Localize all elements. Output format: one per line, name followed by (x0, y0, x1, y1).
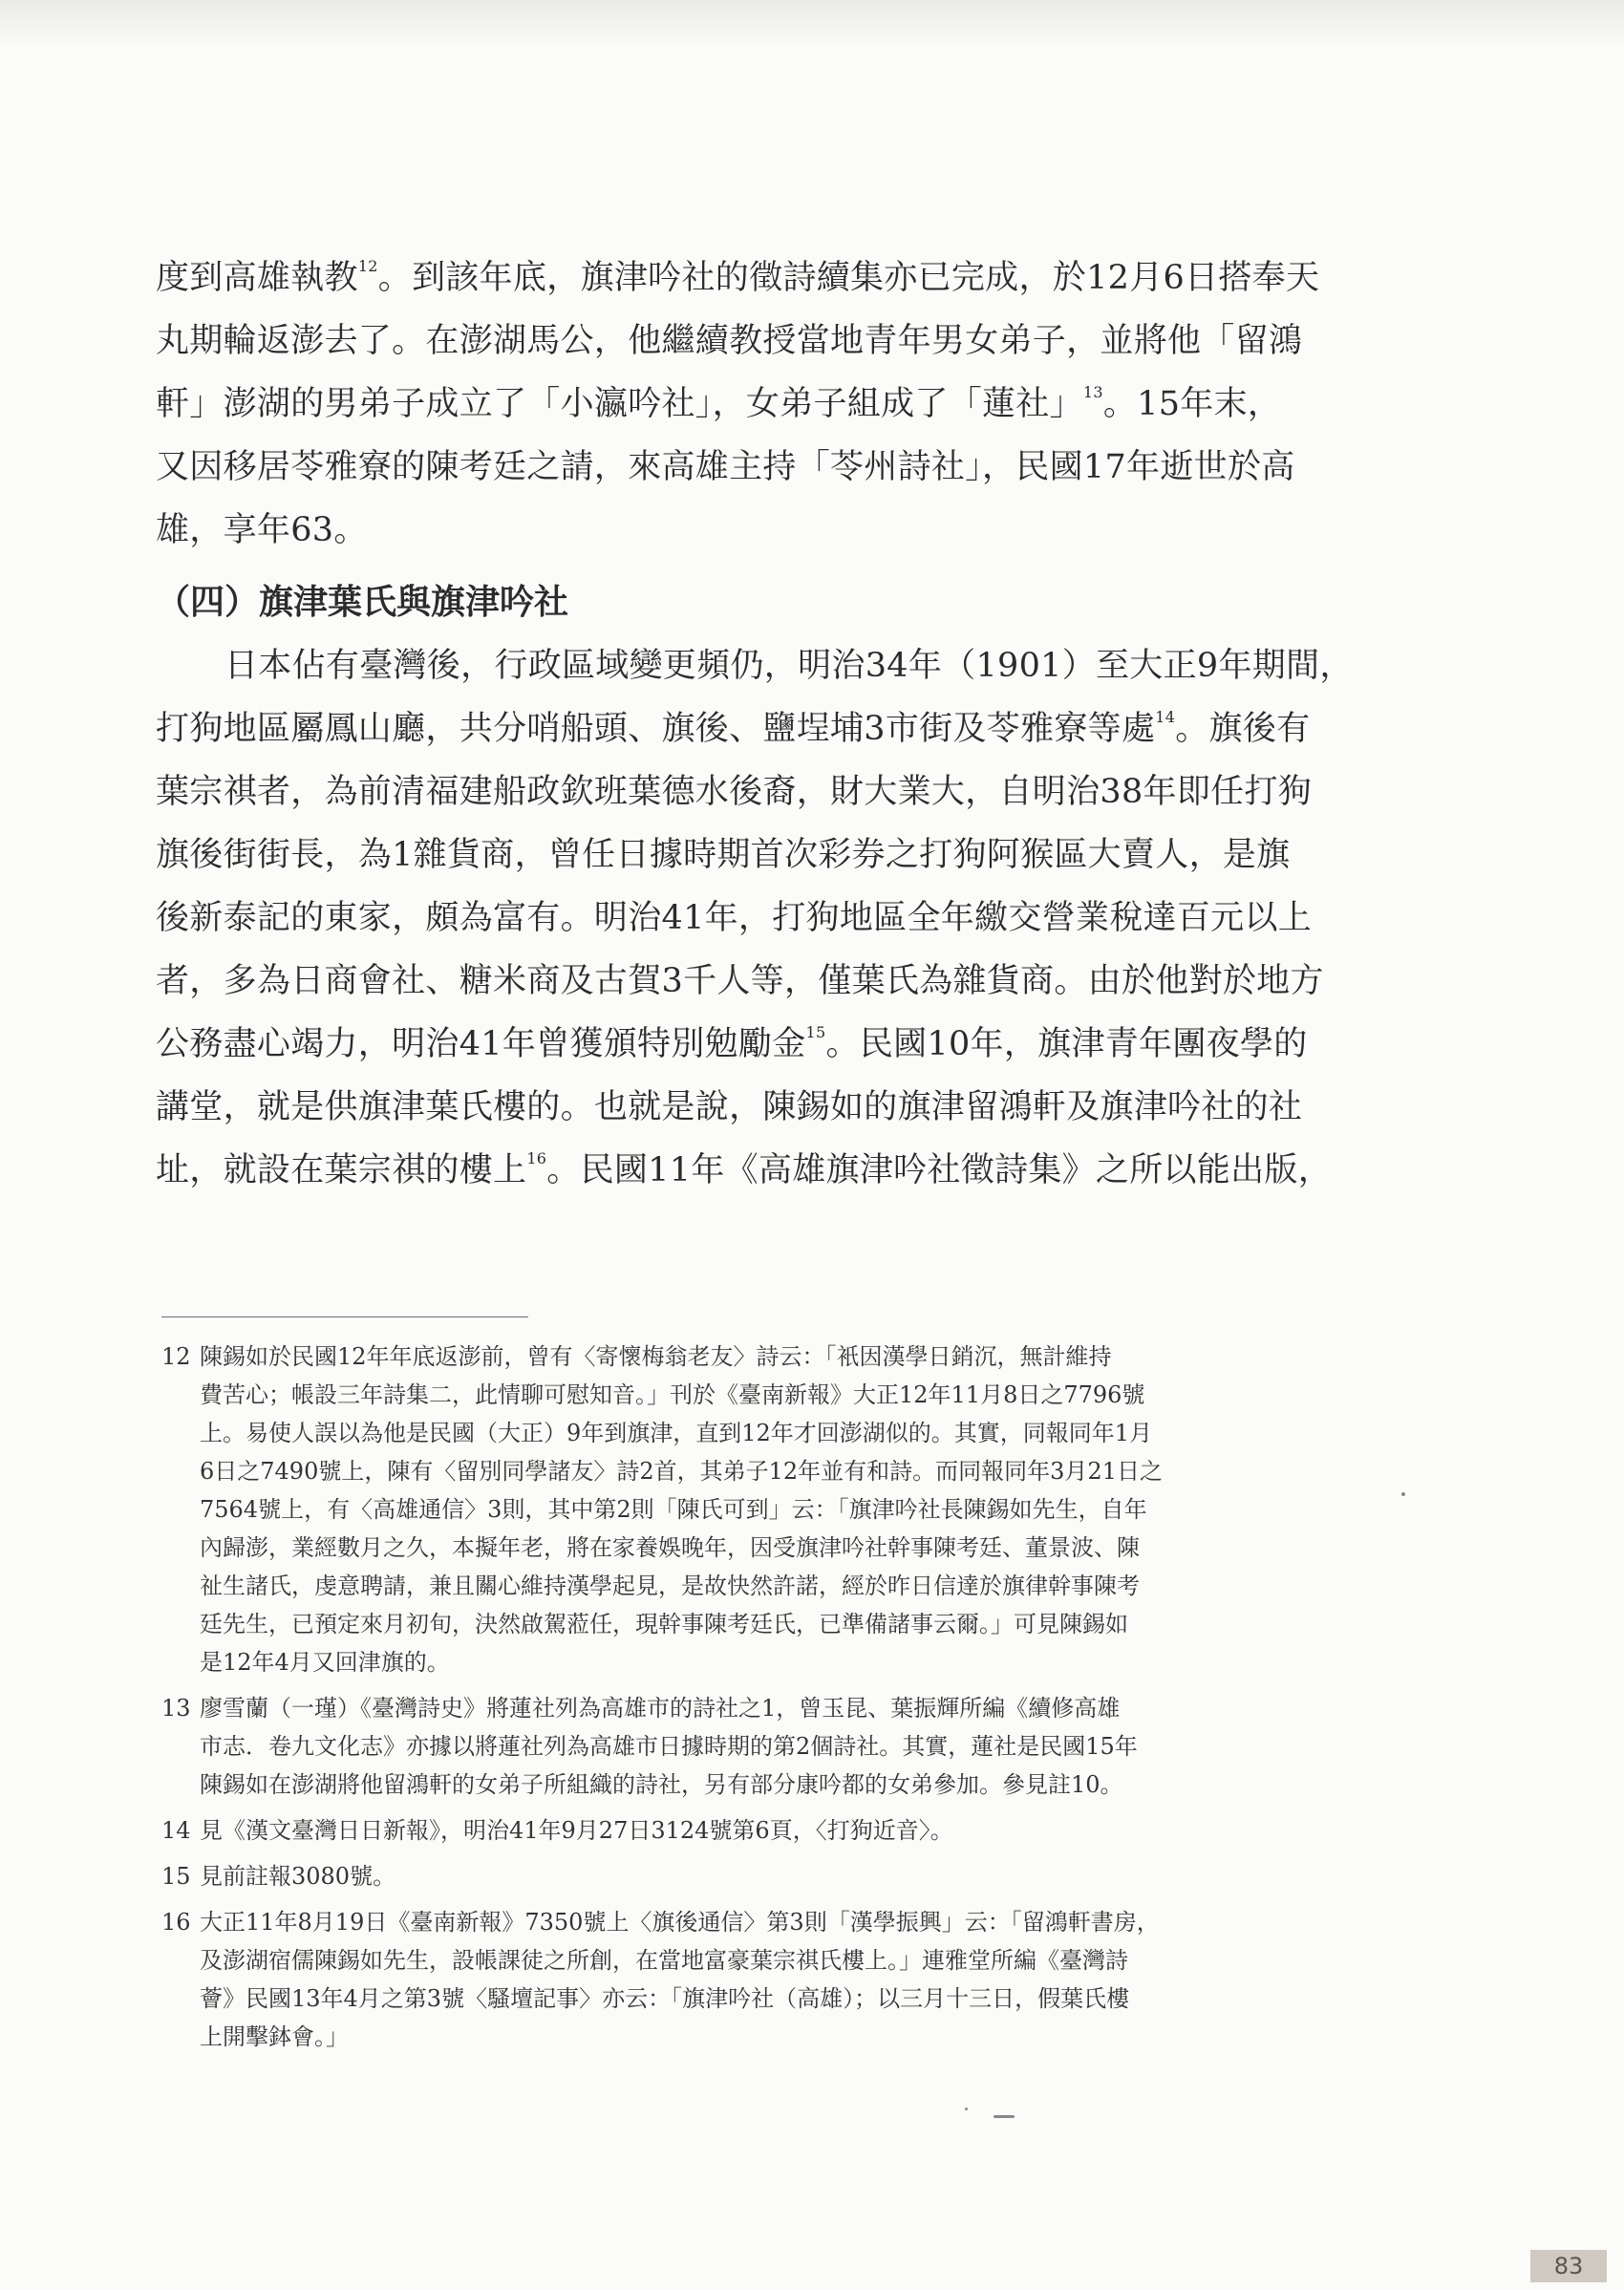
body-paragraph-2 (156, 634, 1369, 1202)
text-line: 講堂，就是供旗津葉氏樓的。也就是說，陳錫如的旗津留鴻軒及旗津吟社的社 (156, 1088, 1303, 1126)
footnote-line: 大正11年8月19日《臺南新報》7350號上〈旗後通信〉第3則「漢學振興」云：「留鴻軒書房， (200, 1909, 1160, 1936)
footnote-ref-15[interactable]: 15 (805, 1023, 826, 1041)
footnote-line: 見前註報3080號。 (200, 1863, 396, 1890)
text-line: 丸期輪返澎去了。在澎湖馬公，他繼續教授當地青年男女弟子，並將他「留鴻 (156, 322, 1303, 360)
section-heading: （四）旗津葉氏與旗津吟社 (156, 583, 569, 622)
page-number: 83 (1530, 2250, 1607, 2282)
footnote-ref-14[interactable]: 14 (1155, 708, 1176, 726)
footnote-number: 12 (161, 1343, 191, 1370)
text-line: 雄，享年63。 (156, 511, 368, 549)
text-line: 址，就設在葉宗祺的樓上$^{16}$。民國11年《高雄旗津吟社徵詩集》之所以能出版， (156, 1149, 1333, 1189)
footnote-number: 13 (161, 1695, 191, 1722)
footnote-number: 14 (161, 1817, 191, 1844)
footnote-line: 見《漢文臺灣日日新報》，明治41年9月27日3124號第6頁，〈打狗近音〉。 (200, 1817, 953, 1844)
scan-speck (1401, 1492, 1405, 1496)
footnote-line: 內歸澎，業經數月之久，本擬年老，將在家養娛晚年，因受旗津吟社幹事陳考廷、董景波、陳 (200, 1534, 1140, 1561)
footnote-number: 16 (161, 1909, 191, 1936)
footnote-line: 薈》民國13年4月之第3號〈騷壇記事〉亦云：「旗津吟社（高雄）；以三月十三日，假葉氏樓 (200, 1985, 1130, 2012)
text-line: 葉宗祺者，為前清福建船政欽班葉德水後裔，財大業大，自明治38年即任打狗 (156, 773, 1313, 811)
footnote-line: 上開擊鉢會。」 (200, 2023, 349, 2050)
text-line: 者，多為日商會社、糖米商及古賀3千人等，僅葉氏為雜貨商。由於他對於地方 (156, 962, 1324, 1000)
text-line: 軒」澎湖的男弟子成立了「小瀛吟社」，女弟子組成了「蓮社」$^{13}$。15年末， (156, 383, 1282, 423)
text-line: 打狗地區屬鳳山廳，共分哨船頭、旗後、鹽埕埔3市街及苓雅寮等處$^{14}$。旗後有 (156, 708, 1311, 748)
footnote-ref-13[interactable]: 13 (1082, 383, 1103, 401)
footnote-divider (161, 1316, 528, 1317)
text-line: 日本佔有臺灣後，行政區域變更頻仍，明治34年（1901）至大正9年期間， (224, 647, 1354, 685)
footnote-line: 廷先生，已預定來月初旬，決然啟駕蒞任，現幹事陳考廷氏，已準備諸事云爾。」可見陳錫如 (200, 1611, 1128, 1637)
footnote-line: 及澎湖宿儒陳錫如先生，設帳課徒之所創，在當地富豪葉宗祺氏樓上。」連雅堂所編《臺灣詩 (200, 1947, 1128, 1974)
footnote-line: 6日之7490號上，陳有〈留別同學諸友〉詩2首，其弟子12年並有和詩。而同報同年3月21日之 (200, 1458, 1163, 1485)
footnote-ref-16[interactable]: 16 (526, 1149, 547, 1167)
footnote-line: 市志．卷九文化志》亦據以將蓮社列為高雄市日據時期的第2個詩社。其實，蓮社是民國15年 (200, 1733, 1138, 1760)
text-line: 又因移居苓雅寮的陳考廷之請，來高雄主持「苓州詩社」，民國17年逝世於高 (156, 448, 1295, 486)
text-line: 後新泰記的東家，頗為富有。明治41年，打狗地區全年繳交營業稅達百元以上 (156, 899, 1313, 937)
body-paragraph-1 (156, 246, 1369, 562)
footnote-line: 廖雪蘭（一瑾）《臺灣詩史》將蓮社列為高雄市的詩社之1，曾玉昆、葉振輝所編《續修高雄 (200, 1695, 1121, 1722)
footnote-number: 15 (161, 1863, 191, 1890)
footnote-line: 祉生諸氏，虔意聘請，兼且關心維持漢學起見，是故快然許諾，經於昨日信達於旗律幹事陳考 (200, 1573, 1140, 1599)
footnote-line: 上。易使人誤以為他是民國（大正）9年到旗津，直到12年才回澎湖似的。其實，同報同年1月 (200, 1420, 1153, 1446)
footnote-line: 7564號上，有〈高雄通信〉3則，其中第2則「陳氏可到」云：「旗津吟社長陳錫如先生，自年 (200, 1496, 1147, 1523)
footnote-12 (161, 1338, 1403, 1681)
footnote-14 (161, 1811, 1403, 1850)
footnote-15 (161, 1857, 1403, 1895)
scan-speck (965, 2108, 968, 2110)
text-line: 旗後街街長，為1雜貨商，曾任日據時期首次彩券之打狗阿猴區大賣人，是旗 (156, 836, 1291, 874)
footnote-line: 陳錫如於民國12年年底返澎前，曾有〈寄懷梅翁老友〉詩云：「衹因漢學日銷沉，無計維持 (200, 1343, 1112, 1370)
text-line: 公務盡心竭力，明治41年曾獲頒特別勉勵金$^{15}$。民國10年，旗津青年團夜學的 (156, 1023, 1308, 1063)
scan-top-shadow (0, 0, 1624, 46)
footnote-line: 陳錫如在澎湖將他留鴻軒的女弟子所組織的詩社，另有部分康吟都的女弟參加。參見註10。 (200, 1771, 1123, 1798)
scan-speck (994, 2115, 1015, 2118)
footnote-ref-12[interactable]: 12 (357, 257, 378, 275)
footnote-13 (161, 1689, 1403, 1804)
footnote-line: 費苦心；帳設三年詩集二，此情聊可慰知音。」刊於《臺南新報》大正12年11月8日之7796號 (200, 1381, 1145, 1408)
footnote-line: 是12年4月又回津旗的。 (200, 1649, 450, 1676)
footnotes (161, 1338, 1403, 2064)
text-line: 度到高雄執教$^{12}$。到該年底，旗津吟社的徵詩續集亦已完成，於12月6日搭奉天 (156, 257, 1320, 297)
footnote-16 (161, 1903, 1403, 2056)
